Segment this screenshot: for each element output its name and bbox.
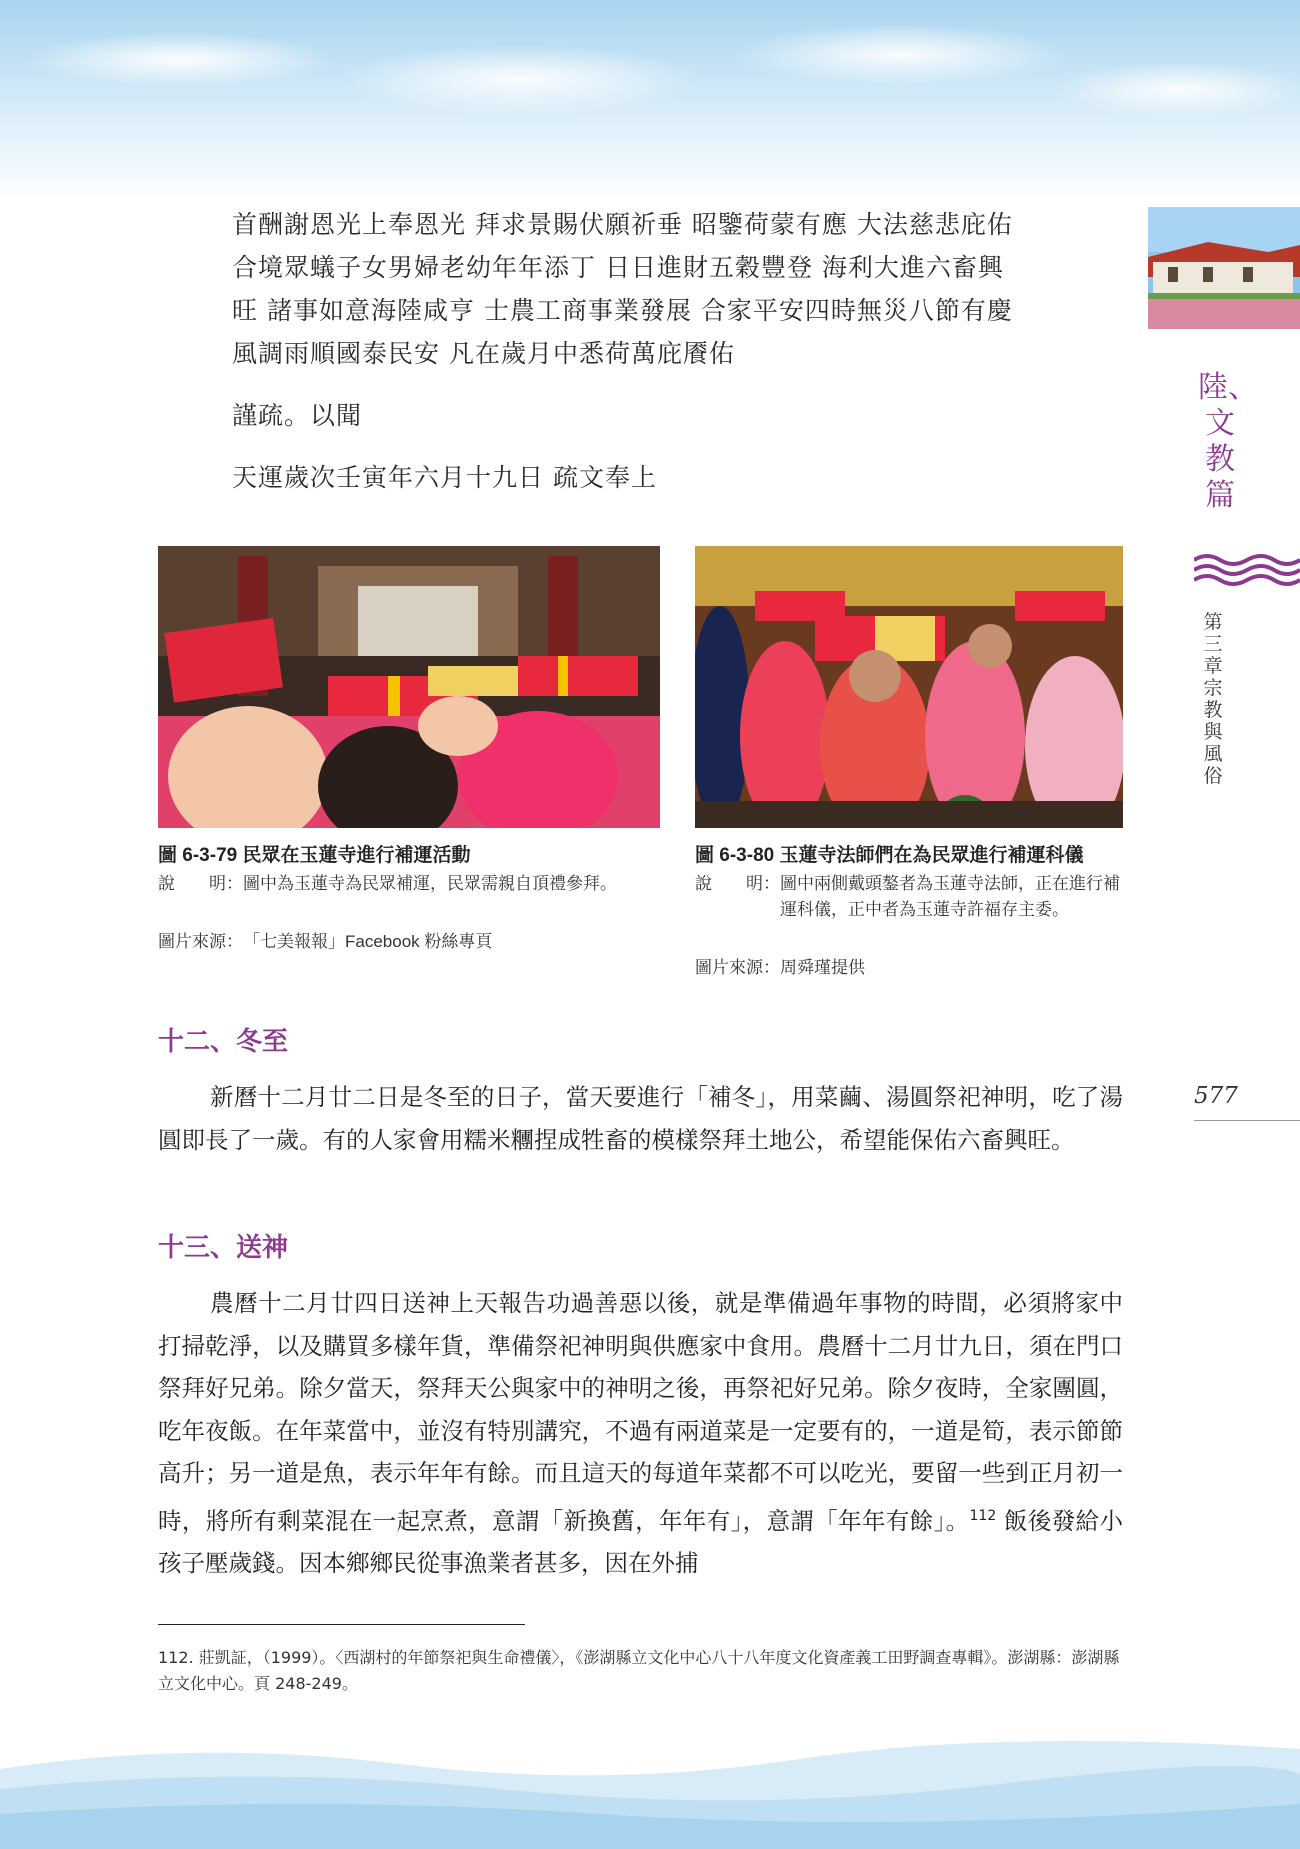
sky-header-decoration bbox=[0, 0, 1300, 200]
figure-1-source-text: 「七美報報」Facebook 粉絲專頁 bbox=[243, 932, 493, 951]
verse-line-6: 天運歲次壬寅年六月十九日 疏文奉上 bbox=[232, 463, 657, 492]
footnote-reference[interactable]: 112 bbox=[969, 1507, 997, 1524]
side-building-photo bbox=[1148, 207, 1300, 329]
figure-1-title: 圖 6-3-79 民眾在玉蓮寺進行補運活動 bbox=[158, 845, 471, 866]
section-body-winter-solstice: 新曆十二月廿二日是冬至的日子，當天要進行「補冬」，用菜繭、湯圓祭祀神明，吃了湯圓即長了一歲。有的人家會用糯米糰捏成牲畜的模樣祭拜土地公，希望能保佑六畜興旺。 bbox=[158, 1083, 1123, 1154]
figure-1-source bbox=[158, 929, 638, 955]
page-number-rule bbox=[1194, 1120, 1300, 1121]
figure-2-source-text: 周舜瑾提供 bbox=[780, 958, 865, 977]
figure-2-desc-text: 圖中兩側戴頭鏊者為玉蓮寺法師，正在進行補運科儀，正中者為玉蓮寺許福存主委。 bbox=[780, 874, 1120, 919]
side-part-title: 陸、文教篇 bbox=[1198, 370, 1258, 513]
page-number: 577 bbox=[1194, 1083, 1238, 1109]
section-heading-send-gods: 十三、送神 bbox=[158, 1232, 289, 1262]
footnote-divider bbox=[158, 1624, 525, 1625]
figure-2-title: 圖 6-3-80 玉蓮寺法師們在為民眾進行補運科儀 bbox=[695, 845, 1084, 866]
figure-2-source bbox=[695, 955, 1123, 981]
section-body-send-gods-text: 農曆十二月廿四日送神上天報告功過善惡以後，就是準備過年事物的時間，必須將家中打掃乾淨，以及購買多樣年貨，準備祭祀神明與供應家中食用。農曆十二月廿九日，須在門口祭拜好兄弟。除夕當天，祭拜天公與家中的神明之後，再祭祀好兄弟。除夕夜時，全家團圓，吃年夜飯。在年菜當中，並沒有特別講究，不過有兩道菜是一定要有的，一道是筍，表示節節高升；另一道是魚，表示年年有餘。而且這天的每道年菜都不可以吃光，要留一些到正月初一時，將所有剩菜混在一起烹煮，意謂「新換舊，年年有」，意謂「年年有餘」。 bbox=[158, 1289, 1123, 1535]
verse-line-1: 首酬謝恩光上奉恩光 拜求景賜伏願祈垂 昭鑒荷蒙有應 大法慈悲庇佑 bbox=[232, 210, 1013, 239]
figure-1-desc-label: 說 明： bbox=[158, 874, 243, 893]
figure-2-desc-label: 說 明： bbox=[695, 874, 780, 893]
side-chapter-title: 第三章 宗教與風俗 bbox=[1203, 612, 1223, 787]
figure-2-source-label: 圖片來源： bbox=[695, 958, 780, 977]
figure-2-description bbox=[695, 871, 1123, 923]
figure-1-description bbox=[158, 871, 638, 897]
footer-wave-decoration bbox=[0, 1729, 1300, 1849]
verse-line-3: 旺 諸事如意海陸咸亨 士農工商事業發展 合家平安四時無災八節有慶 bbox=[232, 296, 1013, 325]
section-body-send-gods-continued: 飯後發給小孩子壓歲錢。因本鄉鄉民從事漁業者甚多，因在外捕 bbox=[158, 1506, 1123, 1577]
side-wave-decoration bbox=[1194, 552, 1300, 592]
section-body-send-gods bbox=[158, 1282, 1123, 1584]
figure-photo-2 bbox=[695, 546, 1123, 828]
section-heading-winter-solstice: 十二、冬至 bbox=[158, 1026, 289, 1056]
figure-1-source-label: 圖片來源： bbox=[158, 932, 243, 951]
figure-1-desc-text: 圖中為玉蓮寺為民眾補運，民眾需親自頂禮參拜。 bbox=[243, 874, 617, 893]
verse-line-4: 風調雨順國泰民安 凡在歲月中悉荷萬庇餍佑 bbox=[232, 339, 735, 368]
verse-line-2: 合境眾蟻子女男婦老幼年年添丁 日日進財五穀豐登 海利大進六畜興 bbox=[232, 253, 1004, 282]
verse-line-5: 謹疏。以聞 bbox=[232, 401, 363, 430]
figure-photo-1 bbox=[158, 546, 660, 828]
footnote-112: 112. 莊凱証，（1999）。〈西湖村的年節祭祀與生命禮儀〉，《澎湖縣立文化中心八十八年度文化資產義工田野調查專輯》。澎湖縣：澎湖縣立文化中心。頁 248-249。 bbox=[158, 1648, 1120, 1693]
